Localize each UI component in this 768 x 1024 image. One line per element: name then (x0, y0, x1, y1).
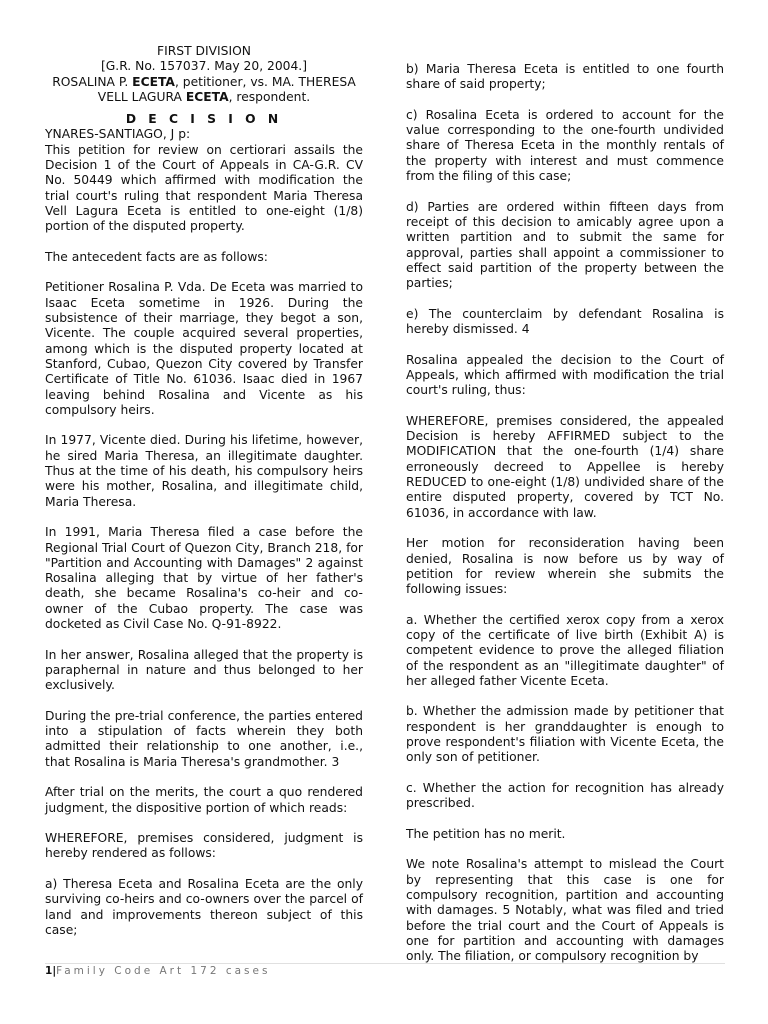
parties-text: ROSALINA P. (52, 74, 133, 89)
case-parties-line-2 (45, 90, 363, 105)
footer-separator: | (52, 965, 57, 977)
paragraph: After trial on the merits, the court a quo rendered judgment, the dispositive portion of which reads: (45, 785, 363, 815)
paragraph: During the pre-trial conference, the parties entered into a stipulation of facts wherein they both admitted their relationship to one another, i.e., that Rosalina is Maria Theresa's grandmother. 3 (45, 708, 363, 769)
left-column (45, 44, 363, 954)
paragraph: e) The counterclaim by defendant Rosalina is hereby dismissed. 4 (406, 306, 724, 337)
paragraph: In her answer, Rosalina alleged that the property is paraphernal in nature and thus belonged to her exclusively. (45, 647, 363, 693)
right-column (406, 62, 724, 980)
footer-title: Family Code Art 172 cases (56, 965, 271, 977)
paragraph: This petition for review on certiorari assails the Decision 1 of the Court of Appeals in CA-G.R. CV No. 50449 which affirmed with modification the trial court's ruling that respondent Maria Theresa Vell Lagura Eceta is entitled to one-eight (1/8) portion of the disputed property. (45, 142, 363, 234)
paragraph: The antecedent facts are as follows: (45, 249, 268, 264)
paragraph: b) Maria Theresa Eceta is entitled to one fourth share of said property; (406, 62, 724, 92)
paragraph: a) Theresa Eceta and Rosalina Eceta are the only surviving co-heirs and co-owners over the parcel of land and improvements thereon subject of this case; (45, 877, 363, 937)
paragraph: We note Rosalina's attempt to mislead the Court by representing that this case is one for compulsory recognition, partition and accounting with damages. 5 Notably, what was filed and tried before the trial court and the Court of Appeals is one for partition and accounting with damages only. The filiation, or compulsory recognition by (406, 857, 724, 964)
division-heading: FIRST DIVISION (157, 44, 251, 58)
parties-text: , respondent. (228, 89, 311, 104)
paragraph: d) Parties are ordered within fifteen days from receipt of this decision to amicably agree upon a written partition and to submit the same for approval, parties shall appoint a commissioner to effect said partition of the property between the parties; (406, 199, 724, 291)
page-number: 1 (45, 965, 53, 977)
paragraph: Her motion for reconsideration having been denied, Rosalina is now before us by way of petition for review wherein she submits the following issues: (406, 536, 724, 597)
paragraph: In 1977, Vicente died. During his lifetime, however, he sired Maria Theresa, an illegitimate daughter. Thus at the time of his death, his compulsory heirs were his mother, Rosalina, and illegitimate child, Maria Theresa. (45, 433, 363, 509)
decision-title: D E C I S I O N (125, 112, 283, 127)
respondent-surname: ECETA (185, 89, 229, 104)
case-parties-line-1 (45, 75, 363, 90)
ponente-line: YNARES-SANTIAGO, J p: (45, 127, 191, 142)
paragraph: c. Whether the action for recognition has already prescribed. (406, 780, 724, 811)
paragraph: b. Whether the admission made by petitioner that respondent is her granddaughter is enough to prove respondent's filiation with Vicente Eceta, the only son of petitioner. (406, 704, 724, 765)
parties-text: VELL LAGURA (97, 89, 186, 104)
paragraph: WHEREFORE, premises considered, judgment is hereby rendered as follows: (45, 831, 363, 861)
paragraph: c) Rosalina Eceta is ordered to account for the value corresponding to the one-fourth undivided share of Theresa Eceta in the monthly rentals of the property with interest and must commence from the filing of this case; (406, 107, 724, 184)
case-citation: [G.R. No. 157037. May 20, 2004.] (100, 59, 308, 74)
paragraph: In 1991, Maria Theresa filed a case before the Regional Trial Court of Quezon City, Branch 218, for "Partition and Accounting with Damages" 2 against Rosalina alleging that by virtue of her father's death, she became Rosalina's co-heir and co-owner of the Cubao property. The case was docketed as Civil Case No. Q-91-8922. (45, 525, 363, 631)
paragraph: Rosalina appealed the decision to the Court of Appeals, which affirmed with modification the trial court's ruling, thus: (406, 352, 724, 398)
paragraph: Petitioner Rosalina P. Vda. De Eceta was married to Isaac Eceta sometime in 1926. During the subsistence of their marriage, they begot a son, Vicente. The couple acquired several properties, among which is the disputed property located at Stanford, Cubao, Quezon City covered by Transfer Certificate of Title No. 61036. Isaac died in 1967 leaving behind Rosalina and Vicente as his compulsory heirs. (45, 280, 363, 417)
page-footer (45, 963, 725, 977)
petitioner-surname: ECETA (132, 74, 175, 89)
paragraph: WHEREFORE, premises considered, the appealed Decision is hereby AFFIRMED subject to the MODIFICATION that the one-fourth (1/4) share erroneously decreed to Appellee is hereby REDUCED to one-eight (1/8) undivided share of the entire disputed property, covered by TCT No. 61036, in accordance with law. (406, 413, 724, 520)
paragraph: a. Whether the certified xerox copy from a xerox copy of the certificate of live birth (Exhibit A) is competent evidence to prove the alleged filiation of the respondent as an "illegitimate daughter" of her alleged father Vicente Eceta. (406, 612, 724, 688)
parties-text: , petitioner, vs. MA. THERESA (174, 74, 356, 89)
paragraph: The petition has no merit. (406, 826, 566, 841)
